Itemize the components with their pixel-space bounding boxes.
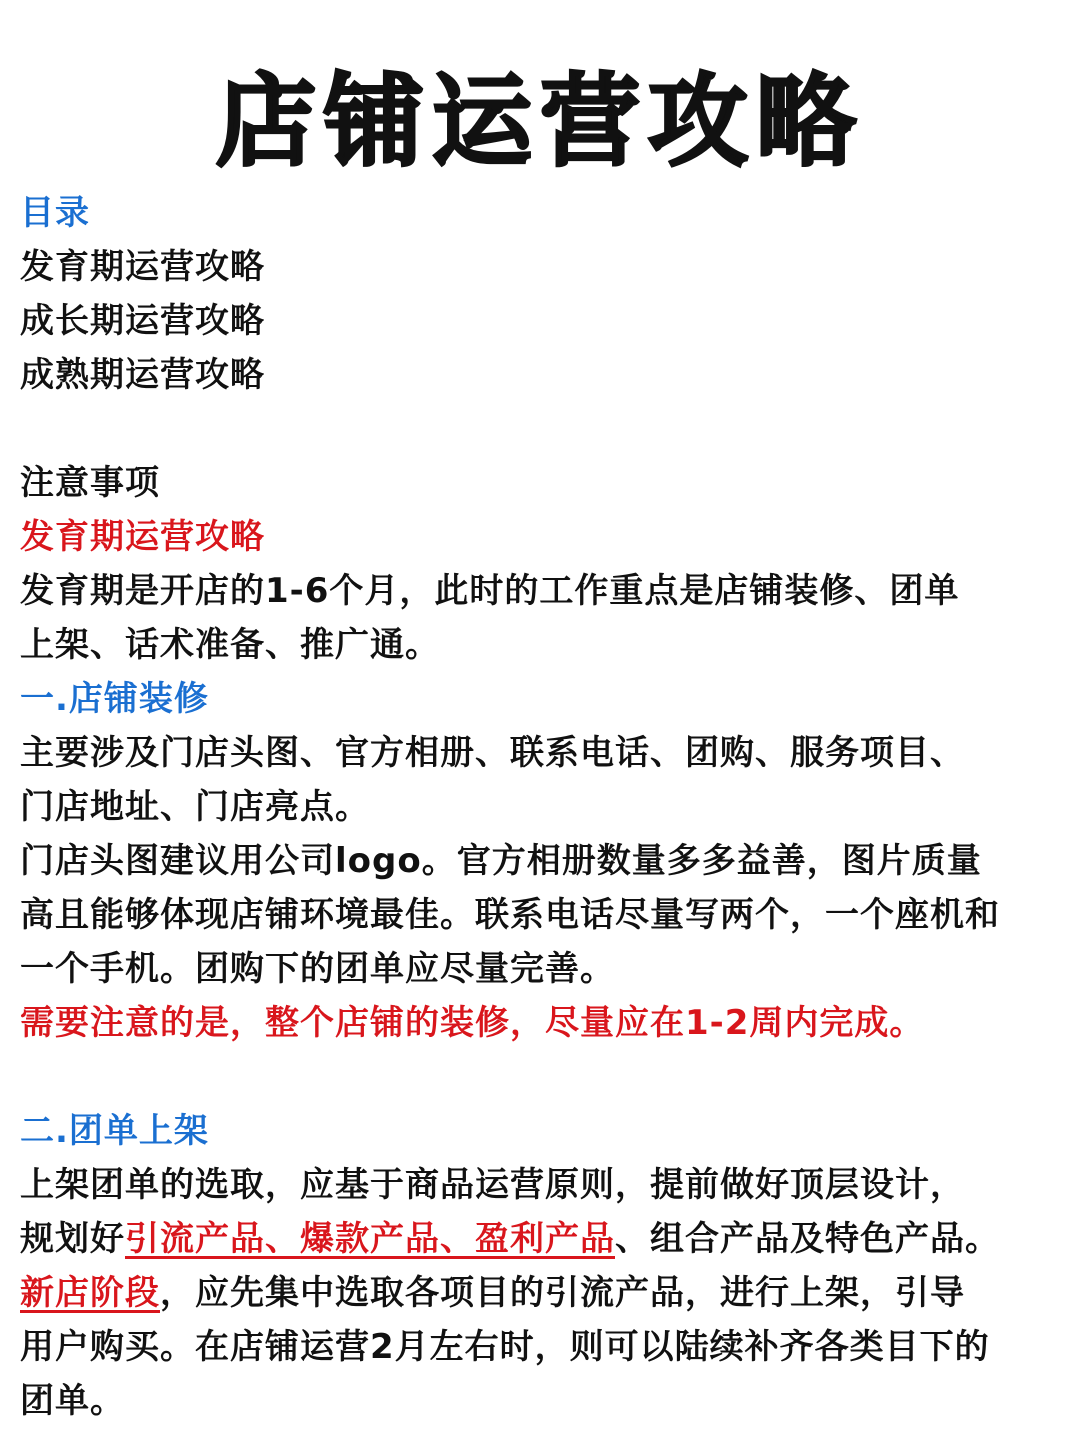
part2-line-suffix: ，应先集中选取各项目的引流产品，进行上架，引导 [160,1273,965,1313]
toc-heading: 目录 [20,193,90,233]
part1-line: 一个手机。团购下的团单应尽量完善。 [20,949,615,989]
page-title: 店铺运营攻略 [216,63,864,180]
part2-line: 团单。 [20,1381,125,1421]
part2-line [20,1212,1060,1266]
part2-heading: 二.团单上架 [20,1111,209,1151]
product-types-highlight: 引流产品、爆款产品、盈利产品 [125,1219,615,1259]
part2-line [20,1266,1060,1320]
intro-line: 上架、话术准备、推广通。 [20,625,440,665]
part1-line: 主要涉及门店头图、官方相册、联系电话、团购、服务项目、 [20,733,965,773]
article-body [20,186,1060,1428]
part2-line: 用户购买。在店铺运营2月左右时，则可以陆续补齐各类目下的 [20,1327,990,1367]
notes-heading: 注意事项 [20,463,160,503]
part2-line-suffix: 、组合产品及特色产品。 [615,1219,1000,1259]
part1-line: 高且能够体现店铺环境最佳。联系电话尽量写两个，一个座机和 [20,895,1000,935]
part1-heading: 一.店铺装修 [20,679,209,719]
part1-line: 门店头图建议用公司logo。官方相册数量多多益善，图片质量 [20,841,982,881]
section-heading: 发育期运营攻略 [20,517,265,557]
toc-item: 发育期运营攻略 [20,247,265,287]
intro-line: 发育期是开店的1-6个月，此时的工作重点是店铺装修、团单 [20,571,960,611]
spacer [20,1050,1060,1104]
part2-line-prefix: 规划好 [20,1219,125,1259]
new-store-highlight: 新店阶段 [20,1273,160,1313]
part1-warning: 需要注意的是，整个店铺的装修，尽量应在1-2周内完成。 [20,1003,925,1043]
spacer [20,402,1060,456]
part1-line: 门店地址、门店亮点。 [20,787,370,827]
part2-line: 上架团单的选取，应基于商品运营原则，提前做好顶层设计， [20,1165,965,1205]
toc-item: 成长期运营攻略 [20,301,265,341]
toc-item: 成熟期运营攻略 [20,355,265,395]
